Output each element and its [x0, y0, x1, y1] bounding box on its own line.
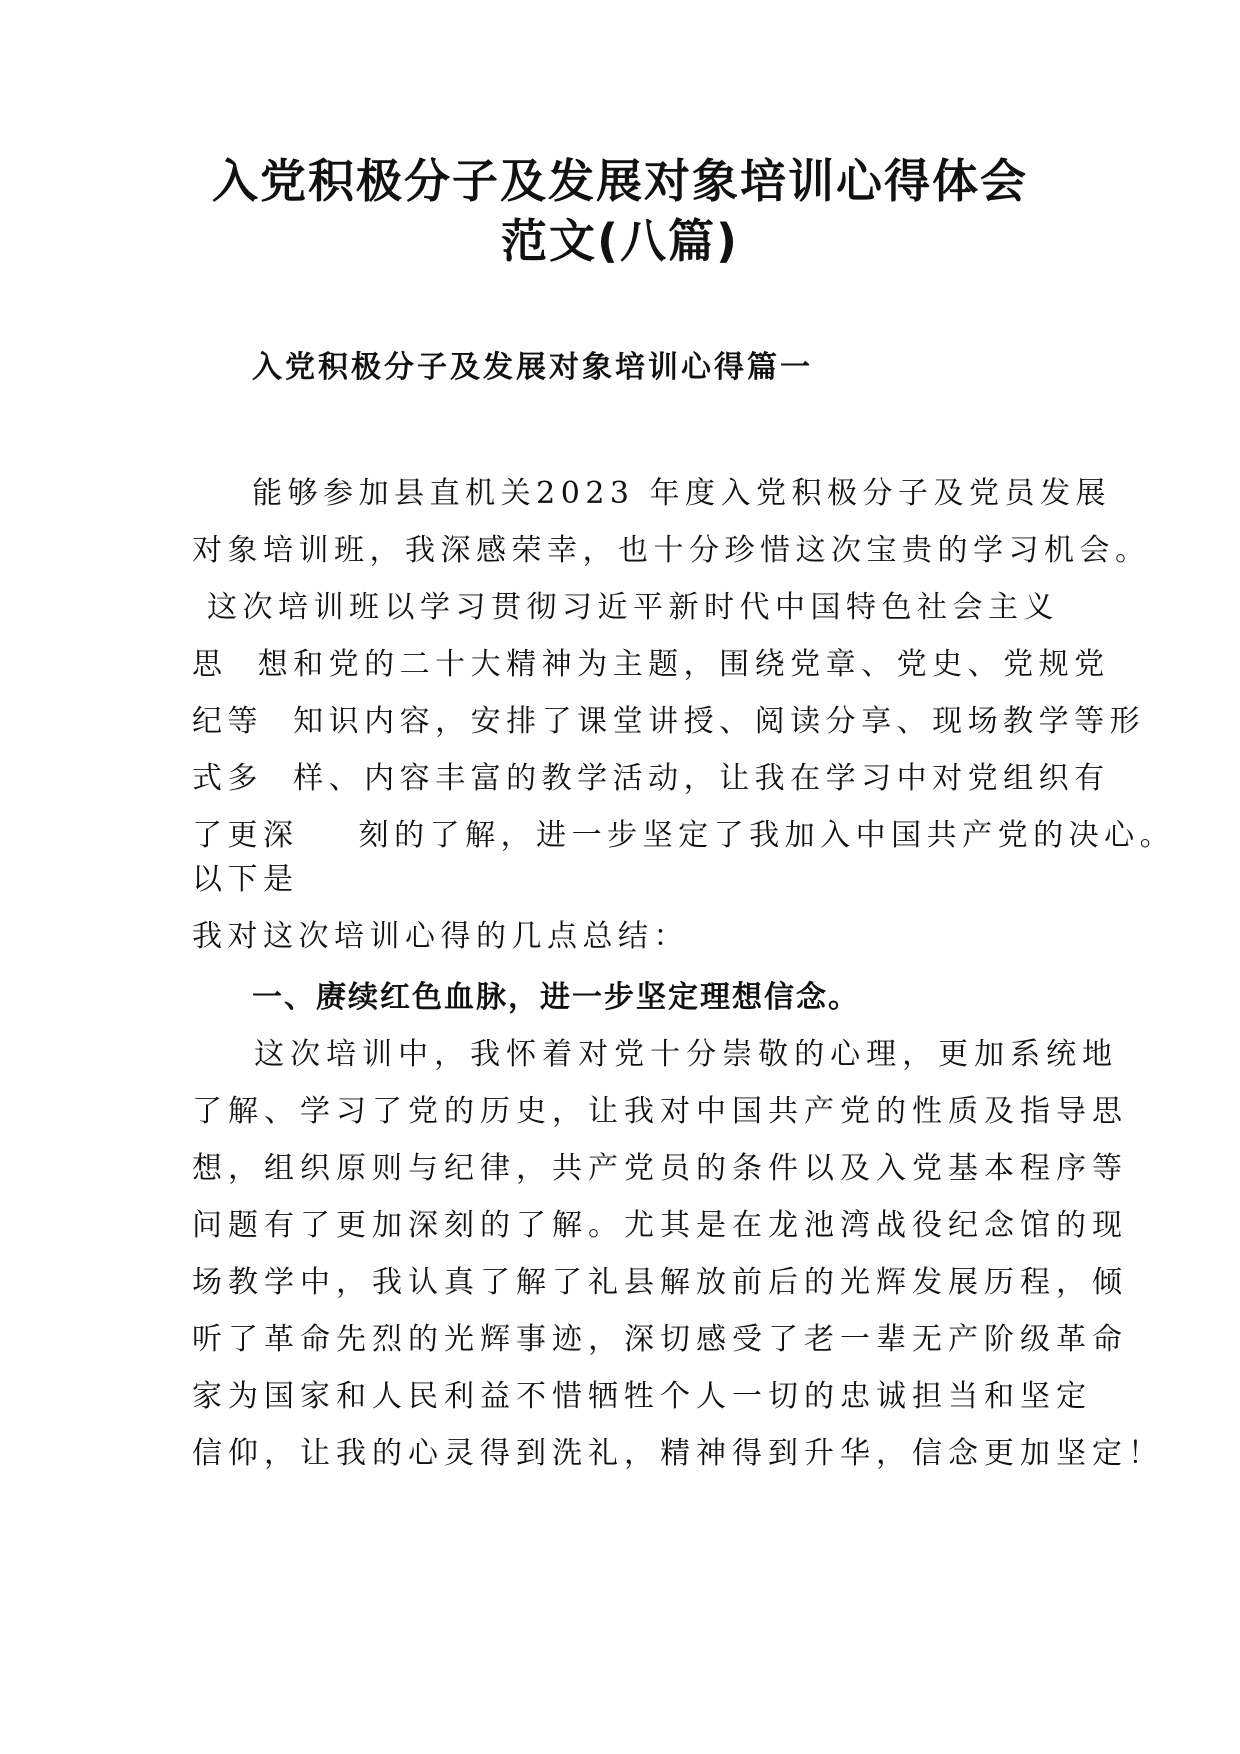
section-subtitle: 入党积极分子及发展对象培训心得篇一 — [252, 350, 813, 385]
paragraph1-line: 我对这次培训心得的几点总结： — [192, 919, 689, 954]
paragraph1-line: 能够参加县直机关2023 年度入党积极分子及党员发展 — [192, 476, 1112, 511]
paragraph2-line: 家为国家和人民利益不惜牺牲个人一切的忠诚担当和坚定 — [192, 1379, 1092, 1414]
document-title-line2: 范文(八篇) — [500, 214, 740, 268]
paragraph2-line: 信仰，让我的心灵得到洗礼，精神得到升华，信念更加坚定！ — [192, 1436, 1164, 1471]
section-heading-1: 一、赓续红色血脉，进一步坚定理想信念。 — [252, 980, 860, 1015]
paragraph1-line: 纪等 知识内容，安排了课堂讲授、阅读分享、现场教学等形 — [192, 704, 1146, 739]
paragraph2-line: 场教学中，我认真了解了礼县解放前后的光辉发展历程，倾 — [192, 1265, 1128, 1300]
paragraph1-line: 思 想和党的二十大精神为主题，围绕党章、党史、党规党 — [192, 647, 1110, 682]
paragraph1-line: 这次培训班以学习贯彻习近平新时代中国特色社会主义 — [192, 590, 1060, 625]
paragraph2-line: 问题有了更加深刻的了解。尤其是在龙池湾战役纪念馆的现 — [192, 1208, 1128, 1243]
paragraph2-line: 听了革命先烈的光辉事迹，深切感受了老一辈无产阶级革命 — [192, 1322, 1128, 1357]
paragraph2-line: 这次培训中，我怀着对党十分崇敬的心理，更加系统地 — [192, 1037, 1119, 1072]
paragraph2-line: 想，组织原则与纪律，共产党员的条件以及入党基本程序等 — [192, 1151, 1128, 1186]
paragraph1-line: 了更深 刻的了解，进一步坚定了我加入中国共产党的决心。 — [192, 818, 1176, 853]
paragraph1-line: 以下是 — [192, 862, 299, 897]
paragraph1-line: 对象培训班，我深感荣幸，也十分珍惜这次宝贵的学习机会。 — [192, 533, 1151, 568]
document-title-line1: 入党积极分子及发展对象培训心得体会 — [212, 154, 1028, 208]
paragraph1-line: 式多 样、内容丰富的教学活动，让我在学习中对党组织有 — [192, 761, 1110, 796]
paragraph2-line: 了解、学习了党的历史，让我对中国共产党的性质及指导思 — [192, 1094, 1128, 1129]
